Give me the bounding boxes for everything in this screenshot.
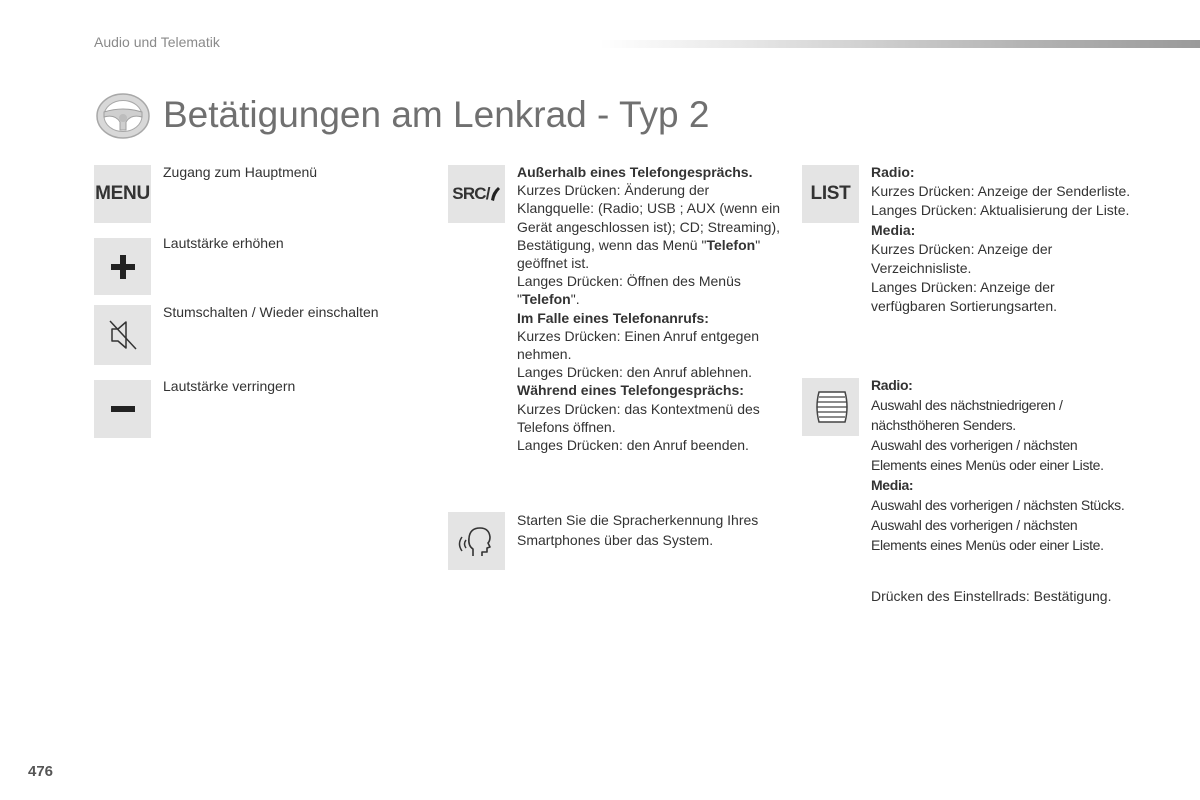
- section-label: Audio und Telematik: [94, 34, 220, 50]
- list-heading-radio: Radio:: [871, 164, 915, 180]
- phone-icon: [489, 186, 501, 202]
- src-description: [517, 163, 787, 454]
- voice-recognition-icon: [457, 523, 497, 559]
- volume-up-button[interactable]: [94, 238, 151, 295]
- list-button[interactable]: [802, 165, 859, 223]
- list-heading-media: Media:: [871, 221, 916, 238]
- list-radio-long-press: Langes Drücken: Aktualisierung der Liste.: [871, 202, 1130, 219]
- page-title: Betätigungen am Lenkrad - Typ 2: [163, 94, 710, 135]
- thumbwheel-radio-menu: Auswahl des vorherigen / nächsten Elements eines Menüs oder einer Liste.: [871, 437, 1104, 473]
- src-heading-during-call: Während eines Telefongesprächs:: [517, 382, 744, 399]
- plus-icon: [109, 253, 137, 281]
- thumbwheel-heading-media: Media:: [871, 477, 914, 493]
- src-long-press-outside-call: Langes Drücken: Öffnen des Menüs "Telefon".: [517, 273, 741, 308]
- volume-down-description: Lautstärke verringern: [163, 378, 296, 394]
- src-phone-button[interactable]: [448, 165, 505, 223]
- thumbwheel[interactable]: [802, 378, 859, 436]
- menu-button[interactable]: [94, 165, 151, 223]
- src-short-press-during-call: Kurzes Drücken: das Kontextmenü des Telefons öffnen.: [517, 400, 760, 435]
- steering-wheel-icon: [95, 92, 151, 140]
- thumbwheel-media-menu: Auswahl des vorherigen / nächsten Elements eines Menüs oder einer Liste.: [871, 517, 1104, 553]
- menu-button-label: MENU: [95, 183, 150, 204]
- volume-up-description: Lautstärke erhöhen: [163, 235, 284, 251]
- thumbwheel-heading-radio: Radio:: [871, 377, 913, 393]
- src-long-press-during-call: Langes Drücken: den Anruf beenden.: [517, 437, 749, 454]
- thumbwheel-media-track: Auswahl des vorherigen / nächsten Stücks.: [871, 497, 1125, 513]
- minus-icon: [109, 404, 137, 414]
- mute-speaker-icon: [106, 317, 140, 353]
- volume-down-button[interactable]: [94, 380, 151, 438]
- src-heading-incoming-call: Im Falle eines Telefonanrufs:: [517, 309, 709, 326]
- mute-button[interactable]: [94, 305, 151, 365]
- src-short-press-outside-call: Kurzes Drücken: Änderung der Klangquelle: (Radio; USB ; AUX (wenn ein Gerät angeschlossen ist); CD; Streaming), Bestätigung, wenn das Menü "Telefon" geöffnet ist.: [517, 182, 781, 272]
- thumbwheel-radio-station: Auswahl des nächstniedrigeren / nächsthöheren Senders.: [871, 397, 1063, 433]
- page-number: 476: [28, 763, 54, 780]
- list-radio-short-press: Kurzes Drücken: Anzeige der Senderliste.: [871, 183, 1131, 200]
- src-long-press-incoming-call: Langes Drücken: den Anruf ablehnen.: [517, 364, 753, 381]
- thumbwheel-icon: [811, 390, 851, 424]
- list-button-label: LIST: [810, 183, 851, 204]
- menu-description: Zugang zum Hauptmenü: [163, 164, 318, 180]
- voice-command-button[interactable]: [448, 512, 505, 570]
- thumbwheel-press-description: Drücken des Einstellrads: Bestätigung.: [871, 588, 1112, 604]
- mute-description: Stumschalten / Wieder einschalten: [163, 304, 379, 320]
- list-description: [871, 163, 1131, 317]
- header-rule: [600, 40, 1200, 48]
- list-media-short-press: Kurzes Drücken: Anzeige der Verzeichnisliste.: [871, 240, 1053, 277]
- thumbwheel-description: [871, 375, 1136, 555]
- voice-description: Starten Sie die Spracherkennung Ihres Smartphones über das System.: [517, 512, 759, 548]
- list-media-long-press: Langes Drücken: Anzeige der verfügbaren Sortierungsarten.: [871, 279, 1057, 315]
- src-heading-outside-call: Außerhalb eines Telefongesprächs.: [517, 164, 753, 180]
- src-button-label: SRC/: [452, 184, 490, 203]
- src-short-press-incoming-call: Kurzes Drücken: Einen Anruf entgegen nehmen.: [517, 327, 760, 363]
